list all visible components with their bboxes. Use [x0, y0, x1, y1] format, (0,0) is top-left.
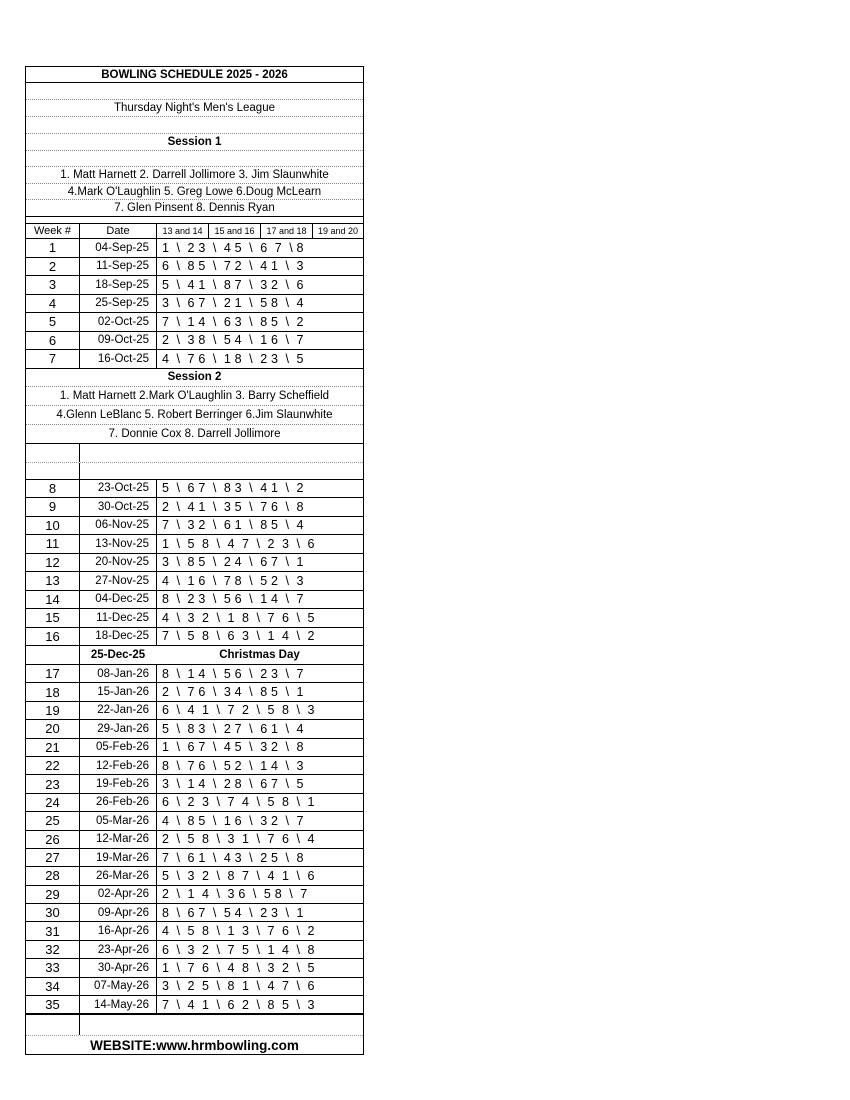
session1-weeks	[26, 239, 363, 369]
week-date: 14-May-26	[79, 996, 156, 1013]
lane-pairings: 7 \ 1 4 \ 6 3 \ 8 5 \ 2	[156, 313, 363, 331]
lanes-column-header: 15 and 16	[208, 224, 260, 238]
session1-roster-line: 1. Matt Harnett 2. Darrell Jollimore 3. Jim Slaunwhite	[26, 167, 363, 184]
lane-pairings: 8 \ 6 7 \ 5 4 \ 2 3 \ 1	[156, 904, 363, 921]
lane-pairings: 7 \ 6 1 \ 4 3 \ 2 5 \ 8	[156, 849, 363, 866]
week-number: 3	[48, 277, 57, 293]
week-row	[26, 775, 363, 793]
week-row	[26, 572, 363, 591]
spacer-row	[26, 217, 363, 224]
league-name: Thursday Night's Men's League	[26, 100, 363, 117]
week-row	[26, 332, 363, 351]
week-column-header: Week #	[33, 225, 72, 237]
spacer-row	[26, 117, 363, 134]
week-date: 08-Jan-26	[79, 665, 156, 682]
week-row	[26, 849, 363, 867]
week-date: 06-Nov-25	[79, 517, 156, 535]
lane-pairings: 7 \ 3 2 \ 6 1 \ 8 5 \ 4	[156, 517, 363, 535]
week-row	[26, 683, 363, 701]
week-row	[26, 904, 363, 922]
schedule-title: BOWLING SCHEDULE 2025 - 2026	[26, 67, 363, 83]
week-date: 27-Nov-25	[79, 572, 156, 590]
week-number: 5	[48, 314, 57, 330]
week-date: 26-Feb-26	[79, 794, 156, 811]
lane-pairings: 2 \ 3 8 \ 5 4 \ 1 6 \ 7	[156, 332, 363, 350]
holiday-date: 25-Dec-25	[79, 646, 156, 664]
week-number: 6	[48, 332, 57, 348]
week-date: 09-Oct-25	[79, 332, 156, 350]
week-row	[26, 922, 363, 940]
week-number: 14	[45, 591, 60, 607]
week-row	[26, 480, 363, 499]
week-number: 8	[48, 480, 57, 496]
week-number: 22	[45, 758, 60, 774]
week-row	[26, 978, 363, 996]
week-row	[26, 831, 363, 849]
week-number: 29	[45, 886, 60, 902]
week-row	[26, 535, 363, 554]
column-header-row	[26, 224, 363, 239]
week-number: 9	[48, 499, 57, 515]
week-date: 25-Sep-25	[79, 295, 156, 313]
session2-roster-line: 4.Glenn LeBlanc 5. Robert Berringer 6.Jim Slaunwhite	[26, 406, 363, 425]
week-date: 13-Nov-25	[79, 535, 156, 553]
week-date: 05-Feb-26	[79, 739, 156, 756]
week-row	[26, 996, 363, 1014]
lanes-column-header: 17 and 18	[260, 224, 312, 238]
week-date: 23-Apr-26	[79, 941, 156, 958]
week-number: 21	[45, 739, 60, 755]
week-date: 16-Apr-26	[79, 922, 156, 939]
week-number: 10	[45, 517, 60, 533]
week-row	[26, 867, 363, 885]
lane-pairings: 8 \ 7 6 \ 5 2 \ 1 4 \ 3	[156, 757, 363, 774]
week-row	[26, 239, 363, 258]
week-date: 23-Oct-25	[79, 480, 156, 498]
week-date: 02-Oct-25	[79, 313, 156, 331]
week-row	[26, 941, 363, 959]
week-number: 25	[45, 813, 60, 829]
week-number: 13	[45, 573, 60, 589]
week-row	[26, 757, 363, 775]
week-number: 20	[45, 721, 60, 737]
week-row	[26, 350, 363, 369]
session2-label: Session 2	[26, 369, 363, 387]
week-number: 16	[45, 628, 60, 644]
lane-pairings: 7 \ 4 1 \ 6 2 \ 8 5 \ 3	[156, 996, 363, 1013]
lane-pairings: 5 \ 4 1 \ 8 7 \ 3 2 \ 6	[156, 276, 363, 294]
lane-pairings: 4 \ 5 8 \ 1 3 \ 7 6 \ 2	[156, 922, 363, 939]
week-date: 11-Sep-25	[79, 258, 156, 276]
lane-pairings: 2 \ 7 6 \ 3 4 \ 8 5 \ 1	[156, 683, 363, 700]
lane-pairings: 6 \ 4 1 \ 7 2 \ 5 8 \ 3	[156, 702, 363, 719]
week-number: 26	[45, 831, 60, 847]
session2-roster-line: 1. Matt Harnett 2.Mark O'Laughlin 3. Barry Scheffield	[26, 387, 363, 406]
week-date: 12-Mar-26	[79, 831, 156, 848]
session1-label: Session 1	[26, 134, 363, 151]
lane-pairings: 6 \ 8 5 \ 7 2 \ 4 1 \ 3	[156, 258, 363, 276]
week-row	[26, 702, 363, 720]
week-date: 19-Feb-26	[79, 775, 156, 792]
week-row	[26, 720, 363, 738]
lane-pairings: 7 \ 5 8 \ 6 3 \ 1 4 \ 2	[156, 628, 363, 646]
lane-pairings: 4 \ 3 2 \ 1 8 \ 7 6 \ 5	[156, 609, 363, 627]
lane-pairings: 8 \ 2 3 \ 5 6 \ 1 4 \ 7	[156, 591, 363, 609]
week-date: 30-Apr-26	[79, 959, 156, 976]
week-number: 28	[45, 868, 60, 884]
lane-pairings: 4 \ 8 5 \ 1 6 \ 3 2 \ 7	[156, 812, 363, 829]
week-date: 18-Dec-25	[79, 628, 156, 646]
lane-pairings: 4 \ 7 6 \ 1 8 \ 2 3 \ 5	[156, 350, 363, 368]
week-number: 7	[48, 351, 57, 367]
week-date: 05-Mar-26	[79, 812, 156, 829]
spacer-row	[26, 463, 363, 480]
session1-roster-line: 7. Glen Pinsent 8. Dennis Ryan	[26, 200, 363, 217]
spacer-row	[26, 444, 363, 463]
week-number: 12	[45, 554, 60, 570]
session2-weeks	[26, 480, 363, 647]
week-number: 24	[45, 794, 60, 810]
week-date: 11-Dec-25	[79, 609, 156, 627]
bowling-schedule-sheet	[25, 66, 364, 1055]
lane-pairings: 6 \ 2 3 \ 7 4 \ 5 8 \ 1	[156, 794, 363, 811]
week-date: 04-Sep-25	[79, 239, 156, 257]
week-date: 30-Oct-25	[79, 498, 156, 516]
week-date: 16-Oct-25	[79, 350, 156, 368]
week-row	[26, 591, 363, 610]
week-date: 07-May-26	[79, 978, 156, 995]
lane-pairings: 3 \ 2 5 \ 8 1 \ 4 7 \ 6	[156, 978, 363, 995]
week-row	[26, 313, 363, 332]
week-row	[26, 959, 363, 977]
lane-pairings: 6 \ 3 2 \ 7 5 \ 1 4 \ 8	[156, 941, 363, 958]
week-row	[26, 628, 363, 647]
week-number: 19	[45, 702, 60, 718]
session2-roster-line: 7. Donnie Cox 8. Darrell Jollimore	[26, 425, 363, 444]
lane-pairings: 5 \ 3 2 \ 8 7 \ 4 1 \ 6	[156, 867, 363, 884]
week-row	[26, 665, 363, 683]
lane-pairings: 1 \ 2 3 \ 4 5 \ 6 7 \ 8	[156, 239, 363, 257]
lane-pairings: 4 \ 1 6 \ 7 8 \ 5 2 \ 3	[156, 572, 363, 590]
week-date: 15-Jan-26	[79, 683, 156, 700]
week-number: 2	[48, 258, 57, 274]
week-row	[26, 517, 363, 536]
website-link[interactable]: WEBSITE:www.hrmbowling.com	[90, 1037, 299, 1053]
week-row	[26, 258, 363, 277]
spacer-row	[26, 83, 363, 100]
week-date: 04-Dec-25	[79, 591, 156, 609]
lane-pairings: 3 \ 1 4 \ 2 8 \ 6 7 \ 5	[156, 775, 363, 792]
week-row	[26, 276, 363, 295]
lane-pairings: 2 \ 5 8 \ 3 1 \ 7 6 \ 4	[156, 831, 363, 848]
week-number: 35	[45, 997, 60, 1013]
week-number: 33	[45, 960, 60, 976]
lane-pairings: 1 \ 6 7 \ 4 5 \ 3 2 \ 8	[156, 739, 363, 756]
week-date: 18-Sep-25	[79, 276, 156, 294]
lane-pairings: 5 \ 8 3 \ 2 7 \ 6 1 \ 4	[156, 720, 363, 737]
lanes-column-header: 19 and 20	[312, 224, 363, 238]
week-date: 19-Mar-26	[79, 849, 156, 866]
week-date: 20-Nov-25	[79, 554, 156, 572]
lane-pairings: 3 \ 8 5 \ 2 4 \ 6 7 \ 1	[156, 554, 363, 572]
holiday-row	[26, 646, 363, 665]
week-number: 31	[45, 923, 60, 939]
lane-pairings: 2 \ 1 4 \ 3 6 \ 5 8 \ 7	[156, 886, 363, 903]
lane-pairings: 3 \ 6 7 \ 2 1 \ 5 8 \ 4	[156, 295, 363, 313]
week-number: 34	[45, 978, 60, 994]
week-date: 22-Jan-26	[79, 702, 156, 719]
week-number: 32	[45, 942, 60, 958]
lane-pairings: 5 \ 6 7 \ 8 3 \ 4 1 \ 2	[156, 480, 363, 498]
week-number: 11	[45, 536, 60, 552]
week-number: 17	[45, 666, 60, 682]
week-row	[26, 794, 363, 812]
spacer-row	[26, 1014, 363, 1036]
week-date: 02-Apr-26	[79, 886, 156, 903]
lane-pairings: 1 \ 5 8 \ 4 7 \ 2 3 \ 6	[156, 535, 363, 553]
week-row	[26, 886, 363, 904]
week-date: 26-Mar-26	[79, 867, 156, 884]
lane-pairings: 1 \ 7 6 \ 4 8 \ 3 2 \ 5	[156, 959, 363, 976]
lane-pairings: 8 \ 1 4 \ 5 6 \ 2 3 \ 7	[156, 665, 363, 682]
holiday-label: Christmas Day	[219, 649, 300, 661]
week-number: 18	[45, 684, 60, 700]
week-number: 15	[45, 610, 60, 626]
week-row	[26, 498, 363, 517]
week-row	[26, 739, 363, 757]
week-row	[26, 609, 363, 628]
spacer-row	[26, 151, 363, 167]
session2-weeks-after-holiday	[26, 665, 363, 1014]
week-number: 4	[48, 295, 57, 311]
week-date: 09-Apr-26	[79, 904, 156, 921]
week-date: 29-Jan-26	[79, 720, 156, 737]
week-date: 12-Feb-26	[79, 757, 156, 774]
week-number: 30	[45, 905, 60, 921]
week-row	[26, 812, 363, 830]
lane-pairings: 2 \ 4 1 \ 3 5 \ 7 6 \ 8	[156, 498, 363, 516]
lanes-column-header: 13 and 14	[156, 224, 208, 238]
week-number: 1	[48, 240, 57, 256]
week-row	[26, 295, 363, 314]
session1-roster-line: 4.Mark O'Laughlin 5. Greg Lowe 6.Doug McLearn	[26, 184, 363, 200]
week-number: 23	[45, 776, 60, 792]
week-row	[26, 554, 363, 573]
date-column-header: Date	[79, 224, 156, 238]
week-number: 27	[45, 850, 60, 866]
